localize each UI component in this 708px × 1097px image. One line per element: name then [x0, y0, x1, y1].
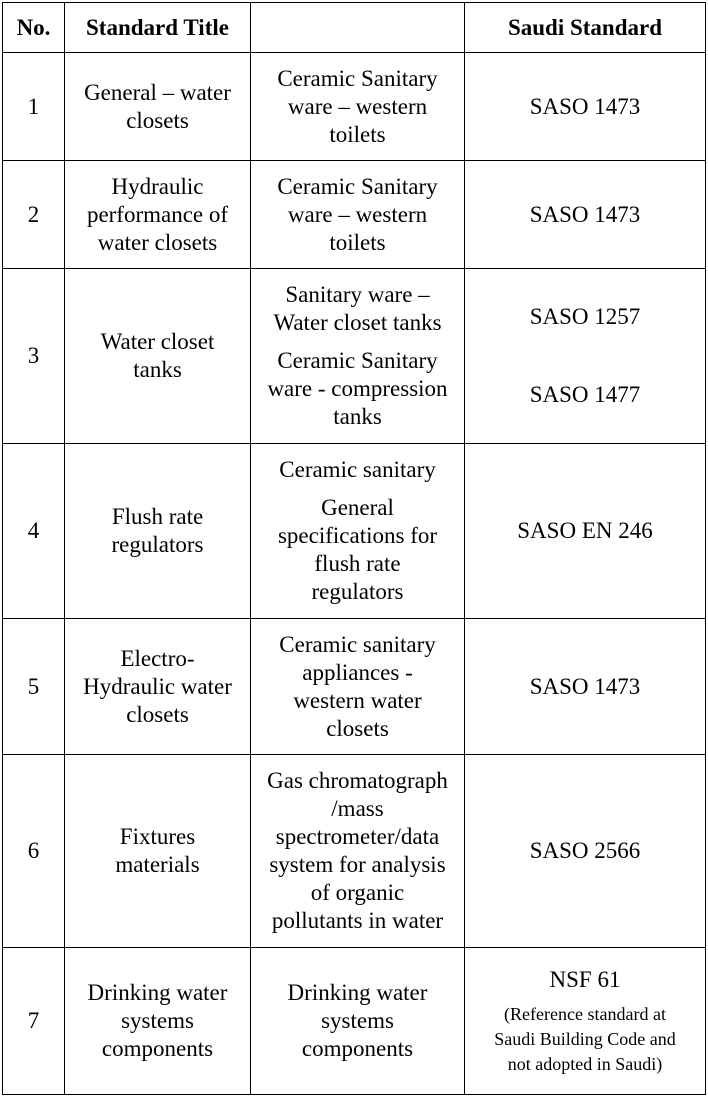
table-row	[3, 53, 706, 161]
row-title	[65, 161, 251, 269]
description-line: Drinking water	[287, 980, 428, 1005]
title-line: Water closet	[100, 329, 215, 354]
title-line: Electro-	[120, 645, 195, 671]
row-number: 2	[3, 161, 65, 269]
header-description	[251, 3, 465, 53]
standard-code: NSF 61	[549, 966, 621, 992]
row-standard	[465, 948, 706, 1095]
description-line: regulators	[311, 579, 404, 604]
row-number: 6	[3, 755, 65, 948]
row-number: 3	[3, 269, 65, 444]
description-line: pollutants in water	[271, 908, 444, 933]
description-line: ware – western	[287, 93, 428, 119]
row-description	[251, 161, 465, 269]
title-line: performance of	[86, 201, 229, 227]
header-no: No.	[3, 3, 65, 53]
title-line: Flush rate	[111, 504, 204, 529]
standard-code: SASO 1473	[529, 201, 641, 227]
row-title	[65, 619, 251, 755]
header-standard-title: Standard Title	[65, 3, 251, 53]
description-line: Ceramic sanitary	[279, 457, 436, 482]
standards-table	[2, 2, 706, 1095]
description-line: Water closet tanks	[273, 310, 442, 335]
row-title	[65, 444, 251, 619]
standard-code: SASO EN 246	[517, 518, 653, 543]
description-line: Ceramic Sanitary	[277, 348, 438, 373]
row-description	[251, 444, 465, 619]
standard-code: SASO 1477	[529, 382, 641, 407]
row-number: 4	[3, 444, 65, 619]
description-line: ware – western	[287, 201, 428, 227]
row-number: 1	[3, 53, 65, 161]
row-title	[65, 269, 251, 444]
title-line: water closets	[97, 229, 218, 255]
description-line: Gas chromatograph	[267, 768, 448, 793]
row-standard	[465, 755, 706, 948]
description-line: tanks	[333, 404, 382, 429]
description-line: closets	[326, 715, 389, 741]
row-description	[251, 948, 465, 1095]
title-line: Fixtures	[119, 824, 196, 849]
description-line: Sanitary ware –	[285, 282, 430, 307]
row-title	[65, 53, 251, 161]
title-line: systems	[121, 1008, 194, 1033]
title-line: Drinking water	[87, 980, 228, 1005]
row-number: 5	[3, 619, 65, 755]
description-line: flush rate	[314, 551, 401, 576]
row-description	[251, 755, 465, 948]
table-row	[3, 619, 706, 755]
title-line: tanks	[133, 357, 182, 382]
description-line: western water	[293, 687, 422, 713]
description-line: /mass	[331, 796, 384, 821]
description-line: appliances -	[302, 659, 413, 685]
row-standard	[465, 444, 706, 619]
standard-code: SASO 1473	[529, 93, 641, 119]
description-line: of organic	[310, 880, 405, 905]
row-description	[251, 53, 465, 161]
description-line: ware - compression	[267, 376, 448, 401]
row-description	[251, 619, 465, 755]
description-line: Ceramic Sanitary	[277, 65, 438, 91]
title-line: closets	[126, 701, 189, 727]
table-row	[3, 161, 706, 269]
title-line: Hydraulic	[111, 173, 204, 199]
row-standard	[465, 53, 706, 161]
description-line: General	[321, 495, 394, 520]
note-line: (Reference standard at	[504, 1003, 666, 1024]
standard-code: SASO 2566	[529, 838, 641, 863]
standard-code: SASO 1473	[529, 673, 641, 699]
table-row	[3, 755, 706, 948]
row-number: 7	[3, 948, 65, 1095]
description-line: components	[301, 1036, 414, 1061]
description-line: toilets	[329, 121, 386, 147]
row-title	[65, 948, 251, 1095]
standard-code: SASO 1257	[529, 304, 641, 329]
description-line: system for analysis	[269, 852, 446, 877]
header-row	[3, 3, 706, 53]
row-standard	[465, 269, 706, 444]
note-line: Saudi Building Code and	[494, 1028, 676, 1049]
title-line: regulators	[111, 532, 204, 557]
description-line: spectrometer/data	[275, 824, 440, 849]
title-line: materials	[115, 852, 200, 877]
table-row	[3, 948, 706, 1095]
row-description	[251, 269, 465, 444]
description-line: systems	[321, 1008, 394, 1033]
description-line: Ceramic sanitary	[279, 631, 436, 657]
note-line: not adopted in Saudi)	[507, 1053, 663, 1074]
row-title	[65, 755, 251, 948]
standard-note	[471, 1002, 699, 1077]
title-line: Hydraulic water	[83, 673, 232, 699]
title-line: General – water	[84, 79, 231, 105]
header-saudi-standard: Saudi Standard	[465, 3, 706, 53]
row-standard	[465, 619, 706, 755]
description-line: specifications for	[277, 523, 438, 548]
table-row	[3, 269, 706, 444]
title-line: components	[101, 1036, 214, 1061]
description-line: toilets	[329, 229, 386, 255]
table-row	[3, 444, 706, 619]
description-line: Ceramic Sanitary	[277, 173, 438, 199]
title-line: closets	[126, 107, 189, 133]
row-standard	[465, 161, 706, 269]
